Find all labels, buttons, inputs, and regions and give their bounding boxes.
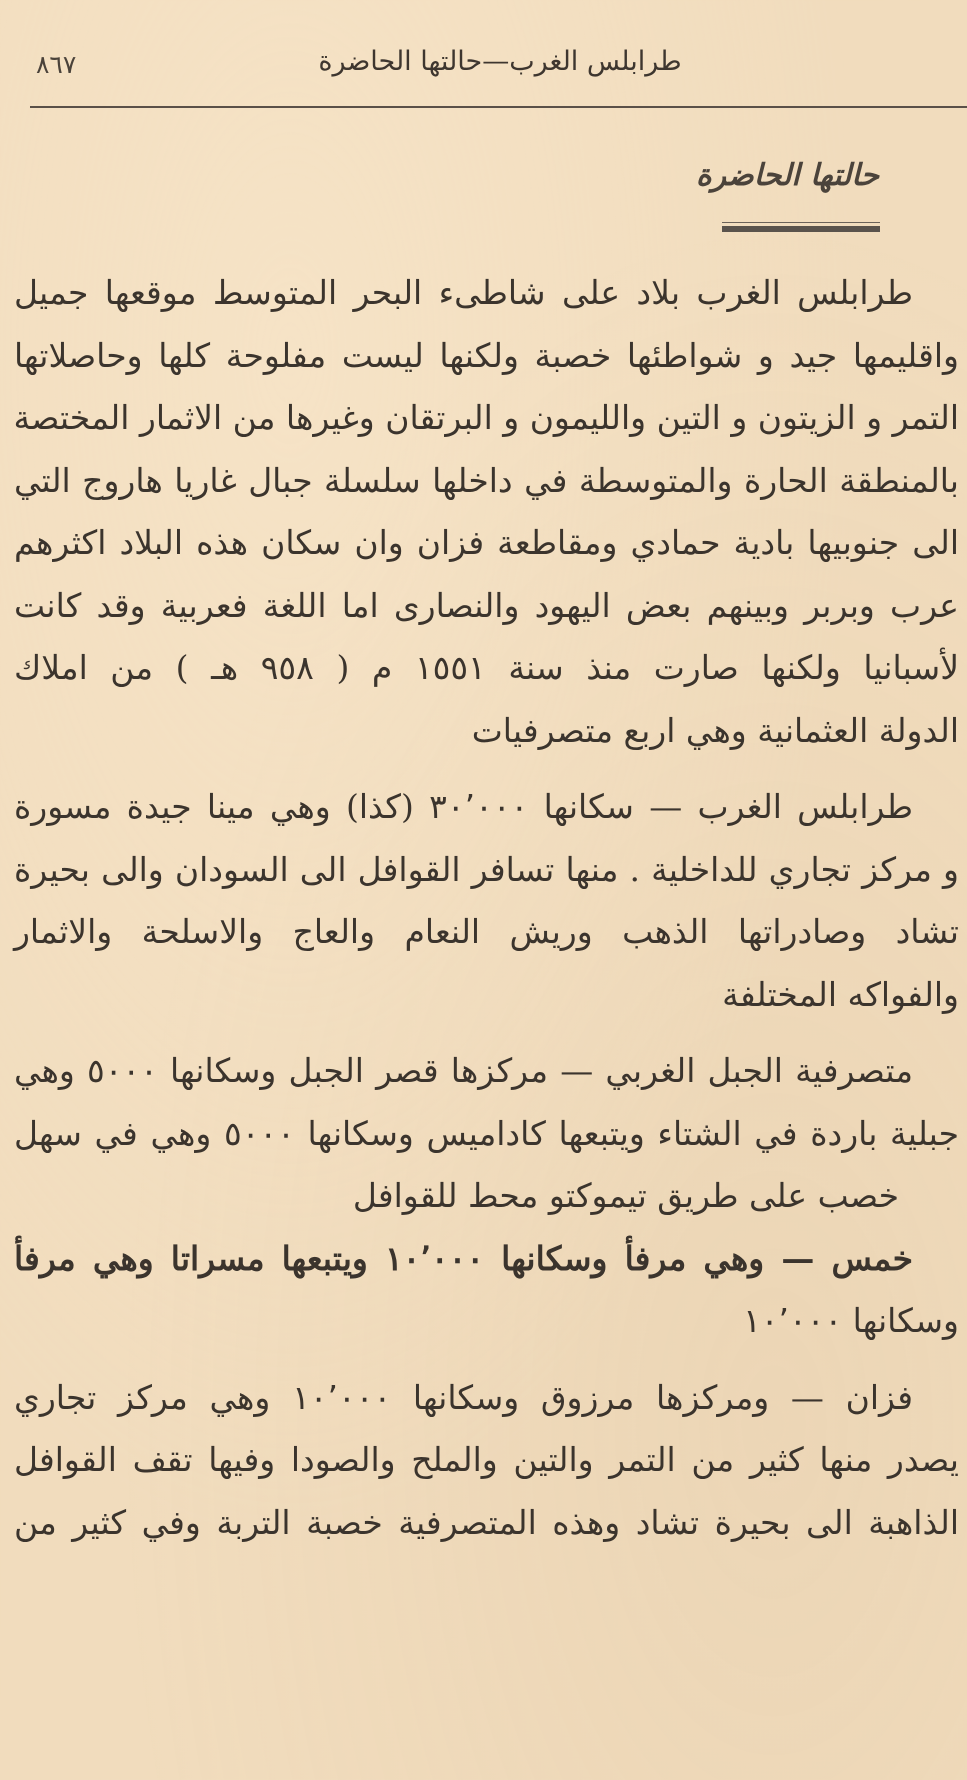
running-title: طرابلس الغرب—حالتها الحاضرة [318, 46, 682, 77]
paragraph-gap [14, 1353, 959, 1367]
text-line: طرابلس الغرب — سكانها ٣٠٬٠٠٠ (كذا) وهي مينا جيدة مسورة [14, 787, 914, 826]
text-line: خمس — وهي مرفأ وسكانها ١٠٬٠٠٠ ويتبعها مسراتا وهي مرفأ [14, 1238, 914, 1278]
underline-thin [722, 222, 880, 223]
paragraph-gap [14, 1026, 959, 1040]
text-line: والفواكه المختلفة [722, 974, 959, 1014]
text-line: لأسبانيا ولكنها صارت منذ سنة ١٥٥١ م ( ٩٥٨ هـ ) من املاك [14, 648, 960, 687]
body-text [14, 262, 959, 1554]
page-number: ٨٦٧ [36, 50, 77, 79]
text-line: جبلية باردة في الشتاء ويتبعها كاداميس وسكانها ٥٠٠٠ وهي في سهل [14, 1113, 959, 1153]
paragraph-intro [14, 262, 959, 762]
text-line: بالمنطقة الحارة والمتوسطة في داخلها سلسلة جبال غاريا هاروج التي [14, 460, 959, 500]
text-line: خصب على طريق تيموكتو محط للقوافل [352, 1176, 899, 1215]
text-line: طرابلس الغرب بلاد على شاطىء البحر المتوسط موقعها جميل [14, 273, 913, 312]
text-line: الى جنوبيها بادية حمادي ومقاطعة فزان وان سكان هذه البلاد اكثرهم [14, 523, 959, 562]
heading-underline [722, 222, 880, 233]
paragraph-jabal-gharbi [14, 1040, 959, 1228]
text-line: وسكانها ١٠٬٠٠٠ [743, 1301, 959, 1340]
text-line: التمر و الزيتون و التين والليمون و البرتقان وغيرها من الاثمار المختصة [13, 398, 959, 437]
text-line: الذاهبة الى بحيرة تشاد وهذه المتصرفية خصبة التربة وفي كثير من [14, 1502, 959, 1542]
text-line: و مركز تجاري للداخلية . منها تسافر القوافل الى السودان والى بحيرة [14, 849, 959, 889]
underline-thick [722, 226, 880, 232]
running-header [30, 40, 940, 100]
text-line: واقليمها جيد و شواطئها خصبة ولكنها ليست مفلوحة كلها وحاصلاتها [14, 335, 959, 375]
paragraph-fezzan [14, 1367, 959, 1555]
paragraph-tripoli [14, 776, 959, 1026]
header-rule [30, 106, 967, 108]
text-line: فزان — ومركزها مرزوق وسكانها ١٠٬٠٠٠ وهي مركز تجاري [14, 1377, 913, 1417]
text-line: تشاد وصادراتها الذهب وريش النعام والعاج والاسلحة والاثمار [14, 912, 959, 951]
section-heading: حالتها الحاضرة [695, 158, 879, 193]
text-line: عرب وبربر وبينهم بعض اليهود والنصارى اما اللغة فعربية وقد كانت [14, 585, 959, 625]
paragraph-khums [14, 1228, 959, 1353]
text-line: متصرفية الجبل الغربي — مركزها قصر الجبل وسكانها ٥٠٠٠ وهي [14, 1051, 913, 1090]
text-line: الدولة العثمانية وهي اربع متصرفيات [471, 710, 959, 750]
text-line: يصدر منها كثير من التمر والتين والملح والصودا وفيها تقف القوافل [14, 1440, 959, 1479]
paragraph-gap [14, 762, 959, 776]
